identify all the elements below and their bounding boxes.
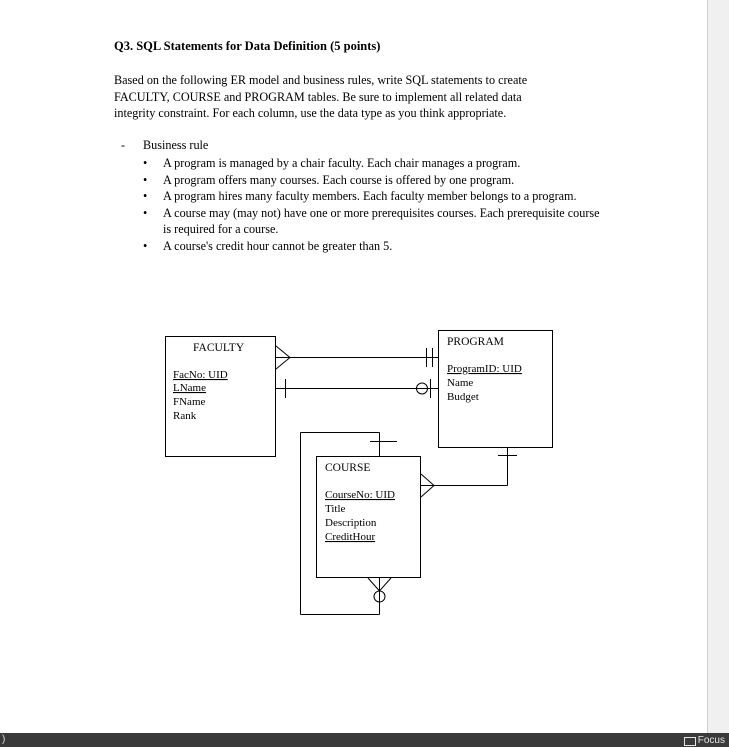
faculty-entity-title: FACULTY: [193, 342, 245, 354]
focus-button[interactable]: [682, 735, 729, 747]
course-attribute: Description: [325, 517, 377, 529]
intro-line: Based on the following ER model and business rules, write SQL statements to create: [114, 73, 528, 87]
rule-text: A course's credit hour cannot be greater than 5.: [163, 238, 393, 253]
rule-item: [143, 188, 603, 205]
bullet-icon: •: [143, 172, 148, 187]
rule-item: [143, 155, 603, 172]
program-entity-title: PROGRAM: [447, 336, 504, 348]
faculty-attribute: LName: [173, 382, 206, 394]
question-heading: Q3. SQL Statements for Data Definition (5 points): [114, 39, 381, 53]
rule-text: A program hires many faculty members. Each faculty member belongs to a program.: [163, 189, 577, 203]
faculty-attribute: FName: [173, 396, 206, 408]
faculty-key-attribute: FacNo: UID: [173, 369, 228, 381]
bullet-icon: •: [143, 238, 148, 253]
bullet-icon: •: [143, 205, 148, 220]
rule-text: A program offers many courses. Each course is offered by one program.: [163, 172, 515, 187]
program-key-attribute: ProgramID: UID: [447, 363, 522, 375]
course-attribute: CreditHour: [325, 531, 376, 543]
course-entity-title: COURSE: [325, 462, 371, 474]
bottom-taskbar: [0, 733, 729, 747]
rule-item: [143, 205, 603, 238]
faculty-attribute: Rank: [173, 410, 197, 422]
rule-text: A program is managed by a chair faculty. Each chair manages a program.: [163, 156, 521, 170]
course-key-attribute: CourseNo: UID: [325, 489, 395, 501]
rule-text: A course may (may not) have one or more prerequisites courses. Each prerequisite course is required for a course.: [163, 205, 600, 236]
rule-item: [143, 172, 603, 189]
intro-line: FACULTY, COURSE and PROGRAM tables. Be sure to implement all related data: [114, 89, 522, 104]
business-rules-label: [121, 138, 208, 153]
focus-icon: [684, 737, 696, 746]
bullet-icon: •: [143, 189, 148, 203]
focus-label: Focus: [697, 735, 725, 746]
course-attribute: Title: [325, 503, 346, 515]
question-intro: [114, 72, 614, 122]
program-attribute: Budget: [447, 391, 479, 403]
taskbar-left-glyph: ): [2, 734, 6, 745]
dash-bullet: -: [121, 138, 126, 152]
intro-line: integrity constraint. For each column, use the data type as you think appropriate.: [114, 106, 507, 120]
business-rules-list: [143, 155, 603, 254]
program-attribute: Name: [447, 377, 474, 389]
rule-item: [143, 238, 603, 255]
business-rules-title: Business rule: [143, 138, 209, 152]
bullet-icon: •: [143, 156, 148, 170]
